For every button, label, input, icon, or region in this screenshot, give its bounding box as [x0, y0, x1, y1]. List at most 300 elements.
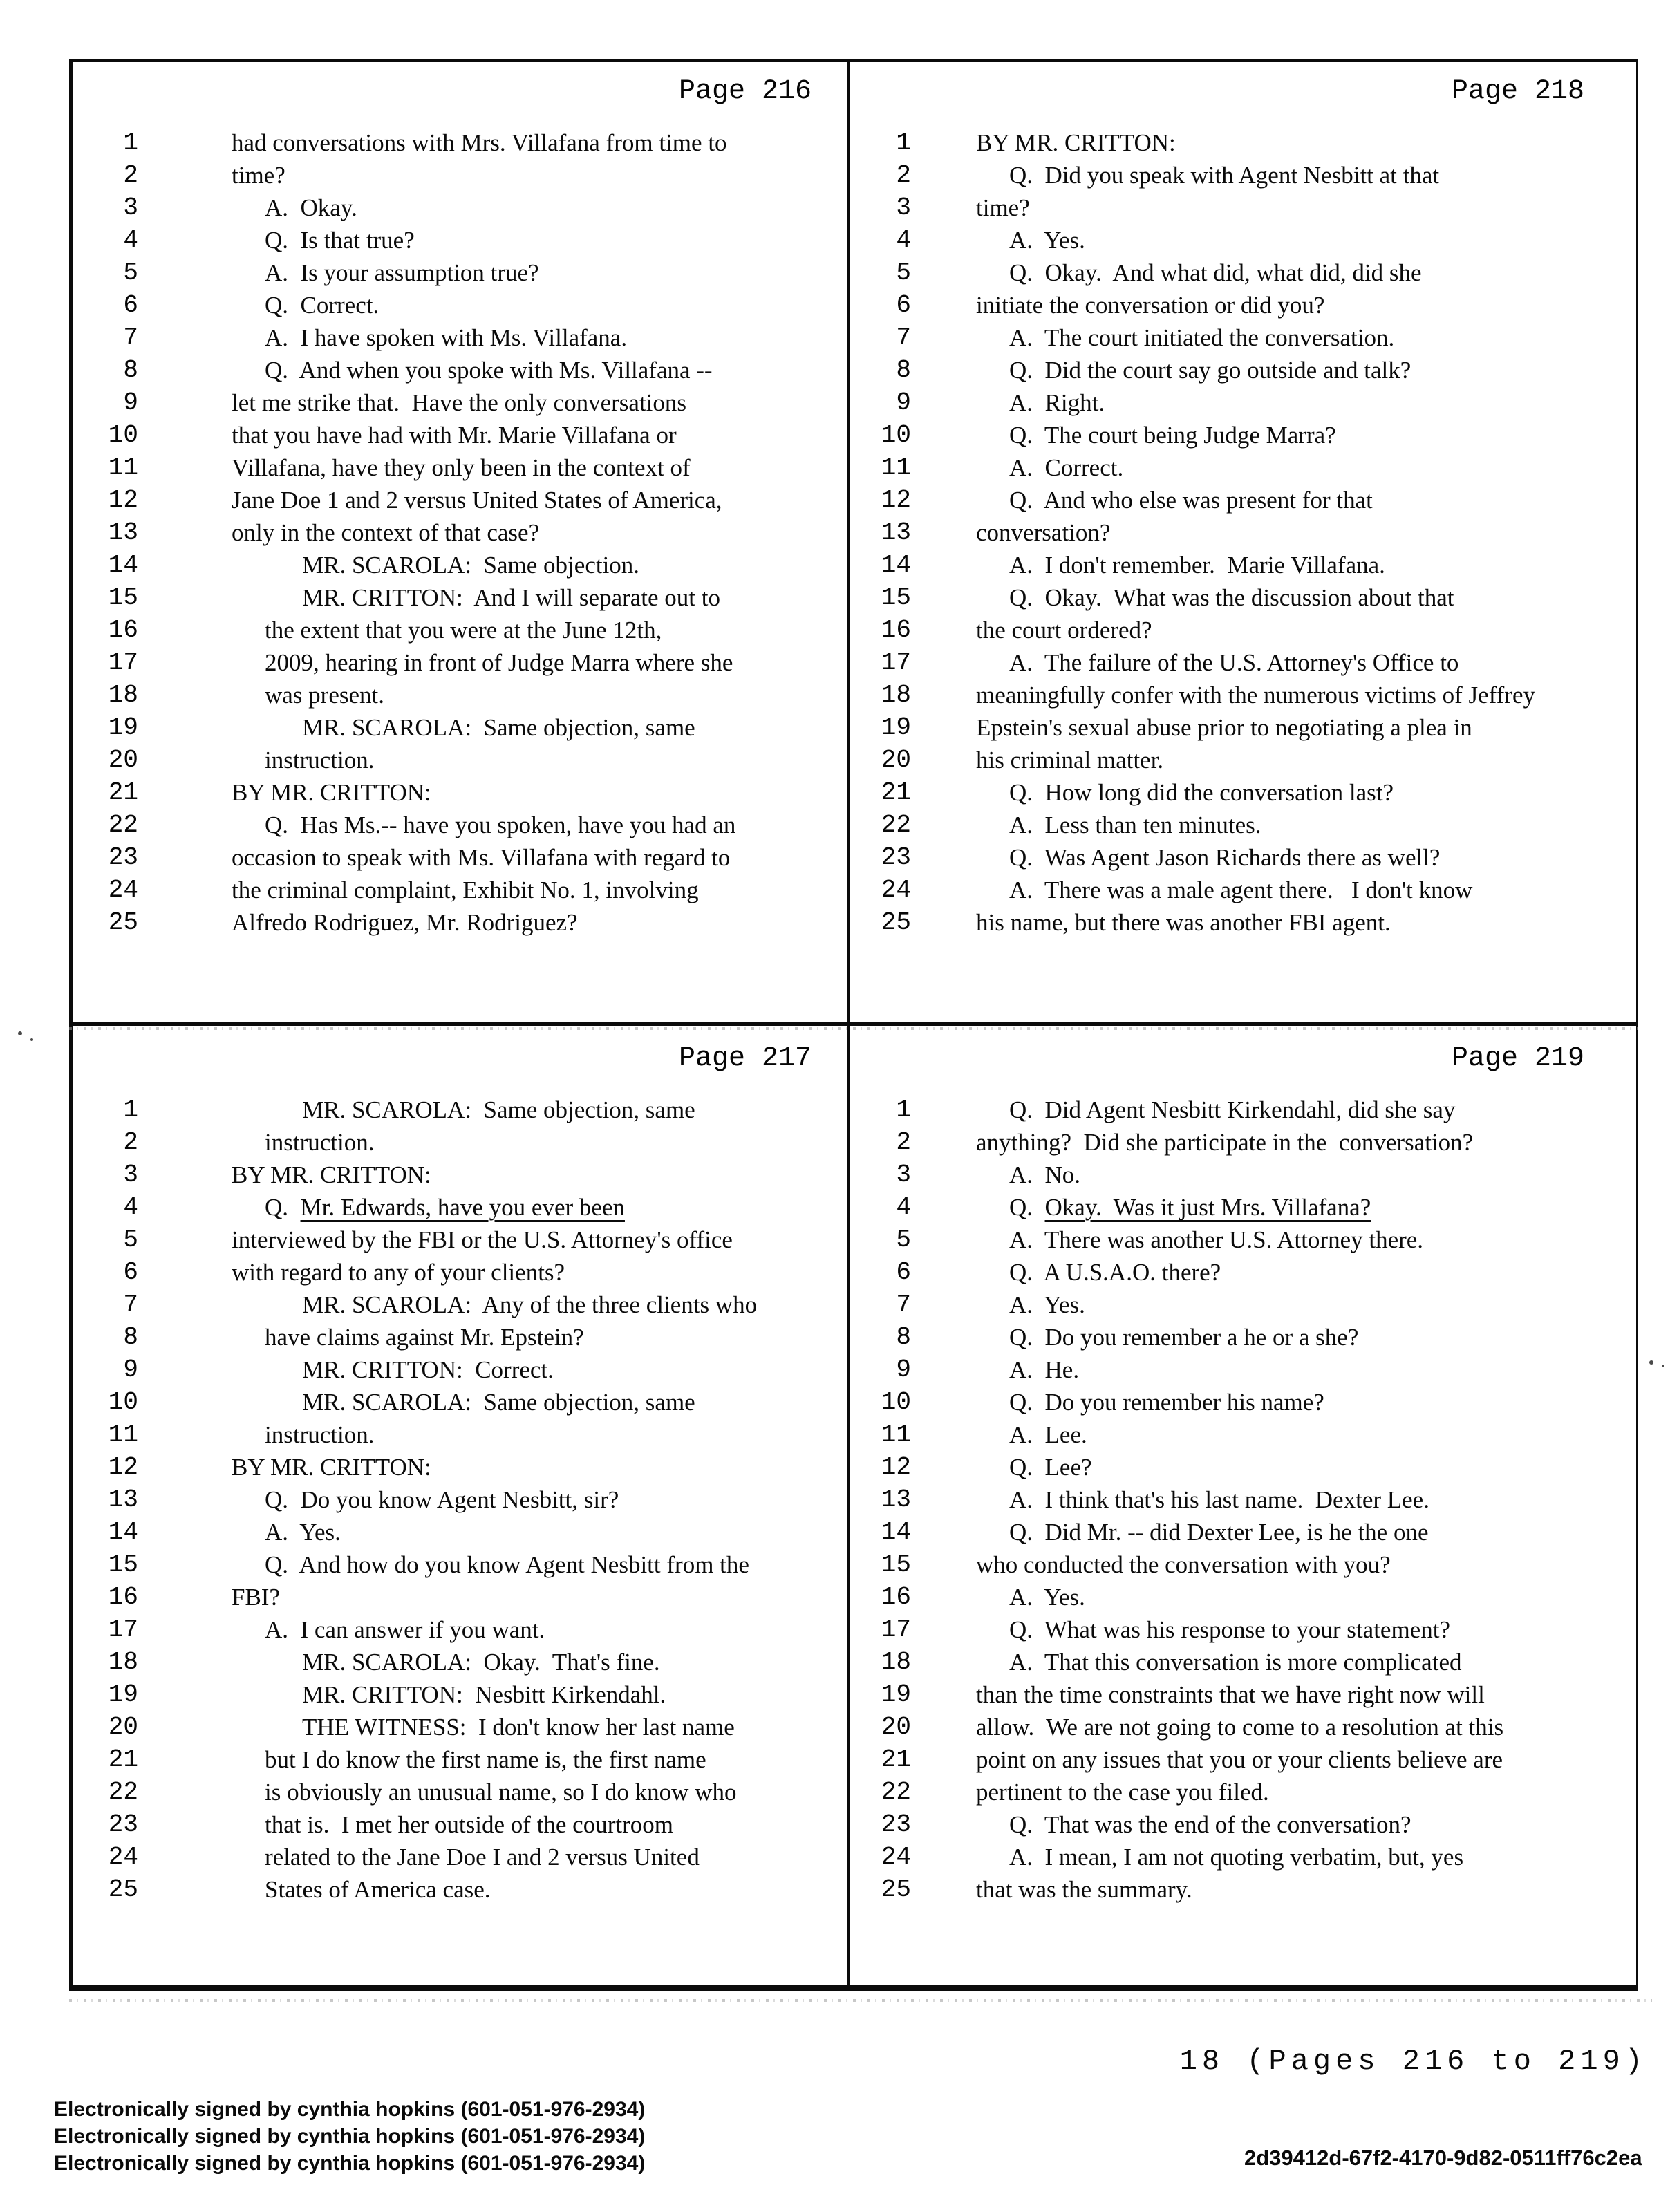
line-number: 17	[881, 648, 911, 677]
line-text: A. There was another U.S. Attorney there.	[1009, 1226, 1424, 1253]
transcript-line	[850, 258, 1638, 290]
line-text: allow. We are not going to come to a resolution at this	[976, 1714, 1504, 1741]
line-number: 22	[881, 1778, 911, 1806]
line-number: 22	[108, 1778, 138, 1806]
qa-prefix: Q.	[1009, 1194, 1045, 1221]
transcript-line	[69, 1355, 847, 1387]
transcript-line	[69, 1095, 847, 1127]
line-number: 11	[108, 453, 138, 482]
line-number: 16	[881, 1583, 911, 1611]
transcript-line	[850, 1582, 1638, 1615]
line-number: 21	[881, 778, 911, 807]
transcript-line	[69, 1192, 847, 1225]
line-text: BY MR. CRITTON:	[232, 1454, 431, 1481]
line-text: than the time constraints that we have right now will	[976, 1681, 1485, 1708]
line-number: 7	[123, 1291, 138, 1319]
transcript-line	[69, 518, 847, 550]
transcript-line	[69, 1160, 847, 1192]
line-number: 13	[881, 518, 911, 547]
line-text: BY MR. CRITTON:	[976, 129, 1176, 156]
line-text: Q. And how do you know Agent Nesbitt from the	[265, 1551, 749, 1578]
line-number: 20	[881, 746, 911, 774]
transcript-line	[69, 128, 847, 160]
transcript-line	[69, 225, 847, 258]
line-number: 3	[896, 194, 911, 222]
page-count-label: 18 (Pages 216 to 219)	[1179, 2045, 1647, 2078]
line-number: 12	[108, 486, 138, 514]
scan-noise-under-bottom-border	[69, 1999, 1652, 2002]
line-text: was present.	[265, 682, 385, 709]
transcript-line	[69, 843, 847, 875]
line-number: 1	[123, 1096, 138, 1124]
line-number: 15	[881, 1550, 911, 1579]
line-number: 13	[881, 1485, 911, 1514]
transcript-line	[69, 1842, 847, 1875]
transcript-line	[69, 290, 847, 323]
line-number: 7	[896, 324, 911, 352]
transcript-line	[69, 1420, 847, 1452]
transcript-line	[69, 713, 847, 745]
line-number: 24	[881, 876, 911, 904]
transcript-line	[850, 810, 1638, 843]
line-number: 5	[896, 259, 911, 287]
transcript-line	[850, 908, 1638, 940]
page-header: Page 217	[678, 1043, 812, 1074]
line-text: Villafana, have they only been in the context of	[232, 454, 691, 481]
line-text: Q. Okay. What was the discussion about that	[1009, 584, 1454, 611]
line-text: MR. CRITTON: Nesbitt Kirkendahl.	[302, 1681, 666, 1708]
line-text: MR. SCAROLA: Same objection.	[302, 552, 640, 579]
transcript-line	[850, 1680, 1638, 1712]
line-text: A. Right.	[1009, 389, 1105, 416]
transcript-line	[69, 1257, 847, 1290]
transcript-line	[69, 258, 847, 290]
line-text: A. He.	[1009, 1356, 1080, 1383]
line-text: Q. Correct.	[265, 292, 379, 319]
line-number: 20	[108, 1713, 138, 1741]
qa-prefix: Q.	[265, 1194, 301, 1221]
line-text: have claims against Mr. Epstein?	[265, 1324, 584, 1351]
signature-line: Electronically signed by cynthia hopkins (601-051-976-2934)	[54, 2098, 646, 2121]
line-text: his criminal matter.	[976, 747, 1164, 774]
line-number: 13	[108, 518, 138, 547]
line-text: Q. Did the court say go outside and talk?	[1009, 357, 1411, 384]
transcript-line	[69, 1290, 847, 1322]
line-text: that is. I met her outside of the courtroom	[265, 1811, 673, 1838]
line-text: Q. That was the end of the conversation?	[1009, 1811, 1411, 1838]
line-number: 8	[123, 356, 138, 384]
line-text: MR. SCAROLA: Any of the three clients who	[302, 1291, 758, 1318]
line-text: point on any issues that you or your clients believe are	[976, 1746, 1503, 1773]
transcript-line	[850, 1647, 1638, 1680]
line-number: 23	[881, 843, 911, 872]
transcript-line	[69, 160, 847, 193]
line-text: Q. Do you know Agent Nesbitt, sir?	[265, 1486, 619, 1513]
transcript-line	[850, 1257, 1638, 1290]
line-text: Q. And who else was present for that	[1009, 487, 1373, 514]
signature-line: Electronically signed by cynthia hopkins (601-051-976-2934)	[54, 2152, 646, 2175]
line-number: 9	[123, 1356, 138, 1384]
line-number: 6	[896, 1258, 911, 1286]
line-number: 18	[108, 681, 138, 709]
line-number: 14	[108, 1518, 138, 1546]
transcript-line	[850, 485, 1638, 518]
line-text: Q. Did Mr. -- did Dexter Lee, is he the one	[1009, 1519, 1429, 1546]
transcript-line	[850, 1387, 1638, 1420]
line-text: meaningfully confer with the numerous victims of Jeffrey	[976, 682, 1535, 709]
transcript-line	[850, 1485, 1638, 1517]
line-text: instruction.	[265, 1421, 375, 1448]
line-text: MR. SCAROLA: Same objection, same	[302, 1096, 695, 1123]
transcript-line	[69, 1387, 847, 1420]
line-text: his name, but there was another FBI agent.	[976, 909, 1391, 936]
line-number: 3	[123, 1161, 138, 1189]
line-text: who conducted the conversation with you?	[976, 1551, 1391, 1578]
line-text: A. The failure of the U.S. Attorney's Office to	[1009, 649, 1459, 676]
transcript-line	[69, 485, 847, 518]
transcript-line	[850, 355, 1638, 388]
page-header: Page 216	[678, 76, 812, 107]
line-text: Q. Lee?	[1009, 1454, 1092, 1481]
line-number: 22	[881, 811, 911, 839]
transcript-line	[850, 550, 1638, 583]
line-number: 11	[108, 1421, 138, 1449]
line-text: A. I don't remember. Marie Villafana.	[1009, 552, 1385, 579]
line-text: A. Yes.	[1009, 1584, 1085, 1611]
line-number: 1	[123, 129, 138, 157]
transcript-line	[850, 1192, 1638, 1225]
page-217-quadrant	[69, 1026, 847, 1991]
line-number: 17	[108, 1615, 138, 1644]
line-text: THE WITNESS: I don't know her last name	[302, 1714, 735, 1741]
line-number: 6	[123, 1258, 138, 1286]
line-number: 4	[123, 1193, 138, 1221]
line-number: 12	[108, 1453, 138, 1481]
transcript-line	[850, 778, 1638, 810]
line-text: FBI?	[232, 1584, 280, 1611]
line-number: 2	[896, 1128, 911, 1156]
transcript-line	[850, 323, 1638, 355]
line-text: that you have had with Mr. Marie Villafana or	[232, 422, 677, 449]
transcript-line	[69, 583, 847, 615]
line-text: only in the context of that case?	[232, 519, 540, 546]
transcript-line	[850, 1842, 1638, 1875]
line-text: Q. What was his response to your statement?	[1009, 1616, 1450, 1643]
transcript-line	[850, 1355, 1638, 1387]
line-number: 17	[108, 648, 138, 677]
line-text: A. That this conversation is more complicated	[1009, 1649, 1462, 1676]
line-text: with regard to any of your clients?	[232, 1259, 565, 1286]
transcript-line	[850, 843, 1638, 875]
signature-line: Electronically signed by cynthia hopkins (601-051-976-2934)	[54, 2125, 646, 2148]
line-number: 23	[881, 1810, 911, 1839]
line-text: Alfredo Rodriguez, Mr. Rodriguez?	[232, 909, 578, 936]
line-text: interviewed by the FBI or the U.S. Attorney's office	[232, 1226, 733, 1253]
page-header: Page 218	[1451, 76, 1584, 107]
line-text: Q. How long did the conversation last?	[1009, 779, 1394, 806]
line-text: the court ordered?	[976, 617, 1152, 644]
transcript-line	[69, 745, 847, 778]
transcript-line	[850, 875, 1638, 908]
line-text: time?	[232, 162, 285, 189]
transcript-line	[850, 1095, 1638, 1127]
line-text: Q. Is that true?	[265, 227, 415, 254]
line-text: Jane Doe 1 and 2 versus United States of America,	[232, 487, 722, 514]
transcript-line	[69, 1680, 847, 1712]
transcript-line	[850, 713, 1638, 745]
line-text: A. I think that's his last name. Dexter Lee.	[1009, 1486, 1429, 1513]
line-number: 16	[108, 616, 138, 644]
underlined-text: Okay. Was it just Mrs. Villafana?	[1044, 1194, 1371, 1221]
line-number: 11	[881, 453, 911, 482]
page-header: Page 219	[1451, 1043, 1584, 1074]
scan-artifact-dot	[1662, 1365, 1664, 1367]
transcript-line	[850, 160, 1638, 193]
line-number: 24	[108, 876, 138, 904]
transcript-line	[69, 1615, 847, 1647]
line-text	[265, 1192, 625, 1223]
scan-artifact-dot	[1649, 1360, 1653, 1365]
line-text: BY MR. CRITTON:	[232, 779, 431, 806]
line-number: 14	[108, 551, 138, 579]
transcript-line	[850, 1777, 1638, 1810]
transcript-line	[69, 323, 847, 355]
line-text: instruction.	[265, 747, 375, 774]
document-id: 2d39412d-67f2-4170-9d82-0511ff76c2ea	[1244, 2146, 1642, 2170]
transcript-line	[850, 648, 1638, 680]
line-number: 13	[108, 1485, 138, 1514]
line-number: 25	[108, 908, 138, 937]
line-number: 14	[881, 1518, 911, 1546]
transcript-line	[69, 1647, 847, 1680]
transcript-line	[69, 1777, 847, 1810]
line-number: 2	[896, 161, 911, 189]
line-number: 2	[123, 1128, 138, 1156]
transcript-line	[850, 1420, 1638, 1452]
line-number: 9	[896, 1356, 911, 1384]
line-number: 8	[896, 356, 911, 384]
transcript-line	[69, 1582, 847, 1615]
transcript-line	[69, 810, 847, 843]
line-number: 1	[896, 1096, 911, 1124]
line-number: 18	[881, 1648, 911, 1676]
line-text: instruction.	[265, 1129, 375, 1156]
transcript-line	[69, 875, 847, 908]
line-text: A. Correct.	[1009, 454, 1124, 481]
line-number: 16	[108, 1583, 138, 1611]
line-text: A. I mean, I am not quoting verbatim, but, yes	[1009, 1844, 1464, 1871]
transcript-line	[850, 290, 1638, 323]
line-number: 15	[108, 1550, 138, 1579]
line-number: 21	[108, 778, 138, 807]
line-number: 10	[881, 421, 911, 449]
line-number: 2	[123, 161, 138, 189]
line-number: 8	[896, 1323, 911, 1351]
line-number: 14	[881, 551, 911, 579]
transcript-line	[69, 908, 847, 940]
line-text: Q. Did Agent Nesbitt Kirkendahl, did she say	[1009, 1096, 1456, 1123]
transcript-line	[69, 648, 847, 680]
line-number: 23	[108, 1810, 138, 1839]
line-number: 10	[108, 421, 138, 449]
line-number: 25	[881, 1875, 911, 1904]
line-text: A. Yes.	[265, 1519, 341, 1546]
line-text: the extent that you were at the June 12th,	[265, 617, 662, 644]
line-text: A. Yes.	[1009, 227, 1085, 254]
transcript-line	[69, 1322, 847, 1355]
transcript-line	[850, 1322, 1638, 1355]
transcript-line	[850, 1452, 1638, 1485]
transcript-line	[850, 1745, 1638, 1777]
line-text: is obviously an unusual name, so I do know who	[265, 1779, 737, 1806]
line-text: the criminal complaint, Exhibit No. 1, involving	[232, 877, 699, 903]
page-218-quadrant	[850, 59, 1638, 1022]
line-number: 3	[123, 194, 138, 222]
line-number: 17	[881, 1615, 911, 1644]
page-219-quadrant	[850, 1026, 1638, 1991]
transcript-line	[850, 615, 1638, 648]
transcript-line	[69, 193, 847, 225]
line-number: 4	[123, 226, 138, 254]
transcript-line	[69, 1225, 847, 1257]
line-text: that was the summary.	[976, 1876, 1192, 1903]
line-text: Q. Has Ms.-- have you spoken, have you had an	[265, 812, 736, 838]
line-text: pertinent to the case you filed.	[976, 1779, 1269, 1806]
line-text: A. Less than ten minutes.	[1009, 812, 1261, 838]
transcript-line	[69, 1485, 847, 1517]
line-text: but I do know the first name is, the first name	[265, 1746, 706, 1773]
line-text: A. Is your assumption true?	[265, 259, 539, 286]
line-text	[1009, 1192, 1371, 1223]
line-number: 7	[123, 324, 138, 352]
line-text: BY MR. CRITTON:	[232, 1161, 431, 1188]
line-text: MR. SCAROLA: Okay. That's fine.	[302, 1649, 660, 1676]
line-number: 19	[108, 1680, 138, 1709]
line-number: 5	[896, 1226, 911, 1254]
line-number: 5	[123, 1226, 138, 1254]
line-number: 8	[123, 1323, 138, 1351]
transcript-line	[850, 128, 1638, 160]
line-number: 9	[896, 388, 911, 417]
transcript-line	[850, 1127, 1638, 1160]
line-text: Q. Do you remember his name?	[1009, 1389, 1324, 1416]
transcript-line	[69, 1452, 847, 1485]
transcript-line	[850, 518, 1638, 550]
line-text: MR. SCAROLA: Same objection, same	[302, 714, 695, 741]
line-text: 2009, hearing in front of Judge Marra where she	[265, 649, 733, 676]
transcript-line	[69, 453, 847, 485]
line-number: 10	[108, 1388, 138, 1416]
line-text: A. The court initiated the conversation.	[1009, 324, 1395, 351]
line-text: anything? Did she participate in the conversation?	[976, 1129, 1474, 1156]
line-number: 4	[896, 226, 911, 254]
transcript-line	[69, 1712, 847, 1745]
line-text: States of America case.	[265, 1876, 491, 1903]
line-number: 5	[123, 259, 138, 287]
line-number: 4	[896, 1193, 911, 1221]
transcript-line	[850, 1290, 1638, 1322]
line-number: 19	[108, 713, 138, 742]
line-number: 24	[881, 1843, 911, 1871]
line-text: time?	[976, 194, 1030, 221]
line-number: 18	[881, 681, 911, 709]
line-text: Q. A U.S.A.O. there?	[1009, 1259, 1221, 1286]
transcript-line	[850, 1810, 1638, 1842]
transcript-line	[69, 1875, 847, 1907]
line-number: 19	[881, 1680, 911, 1709]
line-number: 18	[108, 1648, 138, 1676]
line-text: Q. Okay. And what did, what did, did she	[1009, 259, 1422, 286]
line-text: A. I have spoken with Ms. Villafana.	[265, 324, 628, 351]
scan-artifact-dot	[30, 1038, 33, 1041]
transcript-line	[69, 1517, 847, 1550]
line-number: 19	[881, 713, 911, 742]
transcript-line	[69, 615, 847, 648]
line-number: 22	[108, 811, 138, 839]
line-text: initiate the conversation or did you?	[976, 292, 1325, 319]
line-number: 6	[123, 291, 138, 319]
line-text: Q. Do you remember a he or a she?	[1009, 1324, 1359, 1351]
line-number: 15	[108, 583, 138, 612]
line-number: 9	[123, 388, 138, 417]
line-text: Q. The court being Judge Marra?	[1009, 422, 1336, 449]
line-number: 15	[881, 583, 911, 612]
line-text: Q. Did you speak with Agent Nesbitt at that	[1009, 162, 1440, 189]
transcript-line	[850, 1712, 1638, 1745]
line-number: 1	[896, 129, 911, 157]
line-number: 25	[881, 908, 911, 937]
transcript-line	[850, 193, 1638, 225]
transcript-line	[69, 355, 847, 388]
transcript-line	[850, 1225, 1638, 1257]
line-number: 20	[108, 746, 138, 774]
page-216-quadrant	[69, 59, 847, 1022]
signature-block	[54, 2096, 645, 2177]
line-number: 12	[881, 486, 911, 514]
transcript-line	[850, 1160, 1638, 1192]
transcript-line	[69, 550, 847, 583]
line-text: conversation?	[976, 519, 1111, 546]
line-number: 12	[881, 1453, 911, 1481]
line-number: 24	[108, 1843, 138, 1871]
line-text: had conversations with Mrs. Villafana from time to	[232, 129, 727, 156]
line-number: 3	[896, 1161, 911, 1189]
transcript-line	[69, 1550, 847, 1582]
line-text: Epstein's sexual abuse prior to negotiating a plea in	[976, 714, 1472, 741]
line-number: 7	[896, 1291, 911, 1319]
line-number: 16	[881, 616, 911, 644]
line-text: A. Okay.	[265, 194, 357, 221]
line-text: A. I can answer if you want.	[265, 1616, 545, 1643]
transcript-line	[69, 1127, 847, 1160]
line-text: A. There was a male agent there. I don't know	[1009, 877, 1473, 903]
transcript-line	[850, 1875, 1638, 1907]
line-text: MR. CRITTON: Correct.	[302, 1356, 554, 1383]
line-text: Q. And when you spoke with Ms. Villafana --	[265, 357, 713, 384]
transcript-line	[69, 1745, 847, 1777]
transcript-line	[69, 680, 847, 713]
transcript-line	[850, 420, 1638, 453]
line-number: 6	[896, 291, 911, 319]
transcript-line	[69, 388, 847, 420]
transcript-line	[69, 1810, 847, 1842]
line-text: MR. SCAROLA: Same objection, same	[302, 1389, 695, 1416]
line-text: occasion to speak with Ms. Villafana with regard to	[232, 844, 731, 871]
transcript-line	[850, 388, 1638, 420]
transcript-line	[69, 420, 847, 453]
transcript-line	[850, 680, 1638, 713]
transcript-line	[850, 1615, 1638, 1647]
